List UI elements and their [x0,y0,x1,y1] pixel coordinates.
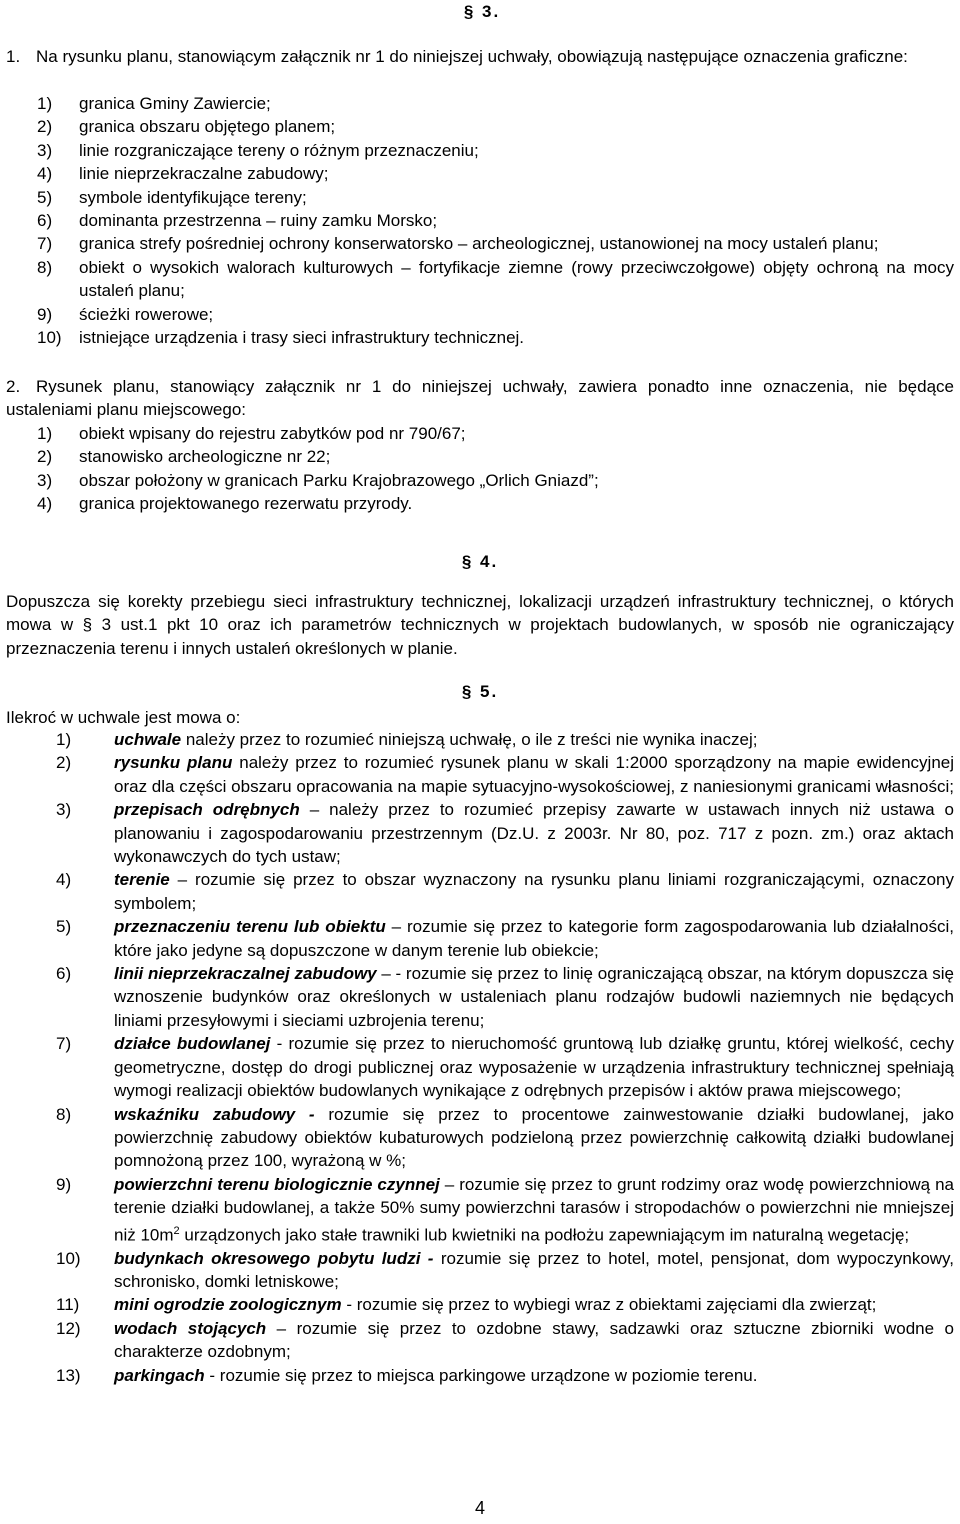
definition-item [56,1364,954,1387]
definition-number: 13) [56,1365,81,1385]
section-heading-5 [0,680,960,703]
paragraph-text: Rysunek planu, stanowiący załącznik nr 1 do niniejszej uchwały, zawiera ponadto inne oznaczenia, nie będące ustaleniami planu miejscowego: [6,377,954,420]
definition-text: – - rozumie się przez to linię ograniczającą obszar, na którym dopuszcza się wznoszenie budynków oraz określonych w ustaleniach planu rodzajów budowli naziemnych nie będących liniami przesyłowymi i sieciami uzbrojenia terenu; [114,964,954,1030]
list-item-text: ścieżki rowerowe; [79,304,214,324]
definition-text: - rozumie się przez to nieruchomość gruntową lub działkę gruntu, której wielkość, cechy geometryczne, dostęp do drogi publicznej oraz wyposażenie w urządzenia infrastruktury technicznej spełniają wymogi realizacji obiektów budowlanych wynikające z odrębnych przepisów i aktów prawa miejscowego; [114,1034,954,1101]
list-item-number: 8) [37,257,53,277]
definition-term: powierzchni terenu biologicznie czynnej [114,1174,440,1194]
definition-item [56,751,955,798]
definition-number: 3) [56,800,72,820]
list-item [37,209,954,232]
definition-item [56,1103,955,1173]
list-item-number: 7) [37,234,53,254]
list-item-number: 10) [37,328,62,348]
page-number: 4 [474,1498,485,1518]
list-item-text: obiekt wpisany do rejestru zabytków pod nr 790/67; [79,424,466,443]
section-4-paragraph [6,590,954,660]
list-item [37,469,954,492]
definition-number: 1) [56,730,72,749]
definition-term: przepisach odrębnych [114,800,300,820]
definition-number: 9) [56,1174,72,1194]
definition-item [56,962,954,1032]
definition-item [56,1173,954,1247]
definition-term: rysunku planu [114,753,233,773]
list-item-number: 4) [37,164,53,184]
definition-text: należy przez to rozumieć niniejszą uchwałę, o ile z treści nie wynika inaczej; [181,730,758,749]
section-3-heading-text: § 3. [463,2,501,21]
definition-text: rozumie się przez to procentowe zainwestowanie działki budowlanej, jako powierzchnię zabudowy obiektów kubaturowych podzieloną przez powierzchnię całkowitą działki budowlanej pomnożoną przez 100, wyrażoną w %; [114,1104,955,1171]
section-4-text: Dopuszcza się korekty przebiegu sieci infrastruktury technicznej, lokalizacji urządzeń infrastruktury technicznej, o których mowa w § 3 ust.1 pkt 10 oraz ich parametrów technicznych w projektach budowlanych, w sposób nie ograniczający przeznaczenia terenu i innych ustaleń określonych w planie. [6,592,954,658]
list-item [37,256,954,303]
list-item-text: obiekt o wysokich walorach kulturowych – fortyfikacje ziemne (rowy przeciwczołgowe) objęty ochroną na mocy ustaleń planu; [79,257,954,301]
list-item [37,303,954,326]
paragraph-number: 1. [6,47,21,66]
definition-item [56,1032,954,1102]
list-item-number: 2) [37,117,53,137]
list-item [37,492,954,515]
list-item-text: linie rozgraniczające tereny o różnym przeznaczeniu; [79,140,479,160]
section-3-list-2 [37,422,954,516]
definitions-list [56,728,955,1387]
list-item-text: granica projektowanego rezerwatu przyrody. [79,494,413,514]
definition-term: budynkach okresowego pobytu ludzi - [114,1248,434,1268]
definition-number: 8) [56,1104,72,1124]
superscript: 2 [173,1224,180,1237]
list-item-text: granica obszaru objętego planem; [79,117,336,137]
list-item [37,92,954,115]
list-item [37,326,954,349]
list-item [37,139,954,162]
section-5-heading-text: § 5. [461,682,499,701]
definition-term: działce budowlanej [114,1034,271,1054]
definition-item [56,1293,954,1316]
section-3-paragraph-2 [6,375,954,422]
paragraph-text: Na rysunku planu, stanowiącym załącznik nr 1 do niniejszej uchwały, obowiązują następujące oznaczenia graficzne: [36,47,908,66]
definition-text: należy przez to rozumieć rysunek planu w skali 1:2000 sporządzony na mapie ewidencyjnej oraz dla części obszaru opracowania na mapie sytuacyjno-wysokościowej, z naniesionymi granicami własności; [114,753,955,796]
list-item-number: 2) [37,447,53,467]
list-item [37,422,954,445]
definition-item [56,1317,955,1364]
section-4-heading-text: § 4. [461,552,499,571]
definition-item [56,728,954,751]
list-item-text: dominanta przestrzenna – ruiny zamku Morsko; [79,211,438,231]
list-item-number: 3) [37,140,53,160]
definition-text: – rozumie się przez to ozdobne stawy, sadzawki oraz sztuczne zbiorniki wodne o charakterze ozdobnym; [114,1318,955,1362]
list-item-text: symbole identyfikujące tereny; [79,187,307,207]
list-item [37,186,954,209]
section-5-intro-text: Ilekroć w uchwale jest mowa o: [6,708,241,727]
list-item-number: 6) [37,211,53,231]
section-5-definitions [56,728,955,1387]
definition-text-continued: urządzonych jako stałe trawniki lub kwietniki na podłożu zapewniającym im naturalną wegetację; [179,1225,910,1245]
list-item-number: 1) [37,424,53,443]
definition-text: - rozumie się przez to wybiegi wraz z obiektami zajęciami dla zwierząt; [341,1295,877,1315]
definition-text: – rozumie się przez to obszar wyznaczony na rysunku planu liniami rozgraniczającymi, oznaczony symbolem; [114,870,954,913]
definition-term: linii nieprzekraczalnej zabudowy [114,964,377,984]
definition-term: wodach stojących [114,1318,267,1338]
section-heading-3 [0,0,960,23]
definition-item [56,798,954,868]
definition-number: 6) [56,964,72,984]
section-heading-4 [0,550,960,573]
definition-text: rozumie się przez to hotel, motel, pensjonat, dom wypoczynkowy, schronisko, domki letniskowe; [114,1248,955,1291]
definition-term: uchwale [114,730,182,749]
definition-number: 4) [56,870,72,890]
paragraph-number: 2. [6,377,21,396]
list-item [37,232,954,255]
definition-item [56,915,954,962]
definition-term: terenie [114,870,170,890]
definition-number: 11) [56,1295,80,1315]
definition-text: – rozumie się przez to grunt rodzimy oraz wodę powierzchniową na terenie działki budowlanej, a także 50% sumy powierzchni tarasów i stropodachów o powierzchni nie mniejszej niż 10m [114,1174,954,1245]
list-item-text: istniejące urządzenia i trasy sieci infrastruktury technicznej. [79,328,525,348]
definition-number: 7) [56,1034,72,1054]
list-item-number: 4) [37,494,53,514]
definition-text: – rozumie się przez to kategorie form zagospodarowania lub działalności, które jako jedyne są dopuszczone w danym terenie lub obiekcie; [114,917,954,960]
definition-number: 10) [56,1248,81,1268]
list-item-number: 9) [37,304,53,324]
list-item-number: 5) [37,187,53,207]
definition-term: mini ogrodzie zoologicznym [114,1295,342,1315]
list-item [37,115,954,138]
definition-item [56,868,954,915]
section-5-intro [6,706,954,729]
list-item-text: granica strefy pośredniej ochrony konserwatorsko – archeologicznej, ustanowionej na mocy ustaleń planu; [79,234,879,254]
section-3-paragraph-1 [6,45,954,68]
list-item-text: granica Gminy Zawiercie; [79,94,271,113]
list-item-number: 1) [37,94,53,113]
definition-number: 5) [56,917,72,937]
other-designations-list [37,422,954,516]
definition-term: wskaźniku zabudowy - [114,1104,315,1124]
definition-text: - rozumie się przez to miejsca parkingowe urządzone w poziomie terenu. [204,1365,758,1385]
definition-term: parkingach [114,1365,205,1385]
definition-text: – należy przez to rozumieć przepisy zawarte w ustawach innych niż ustawa o planowaniu i zagospodarowaniu przestrzennym (Dz.U. z 2003r. Nr 80, poz. 717 z pozn. zm.) oraz aktach wykonawczych do tych ustaw; [114,800,954,867]
list-item [37,162,954,185]
list-item-text: stanowisko archeologiczne nr 22; [79,447,331,467]
definition-number: 2) [56,753,72,773]
list-item-text: obszar położony w granicach Parku Krajobrazowego „Orlich Gniazd”; [79,470,599,490]
section-3-list-1 [37,92,954,349]
list-item-text: linie nieprzekraczalne zabudowy; [79,164,329,184]
definition-number: 12) [56,1318,81,1338]
definition-item [56,1247,955,1294]
list-item [37,445,954,468]
definition-term: przeznaczeniu terenu lub obiektu [114,917,386,937]
list-item-number: 3) [37,470,53,490]
designations-list [37,92,954,349]
